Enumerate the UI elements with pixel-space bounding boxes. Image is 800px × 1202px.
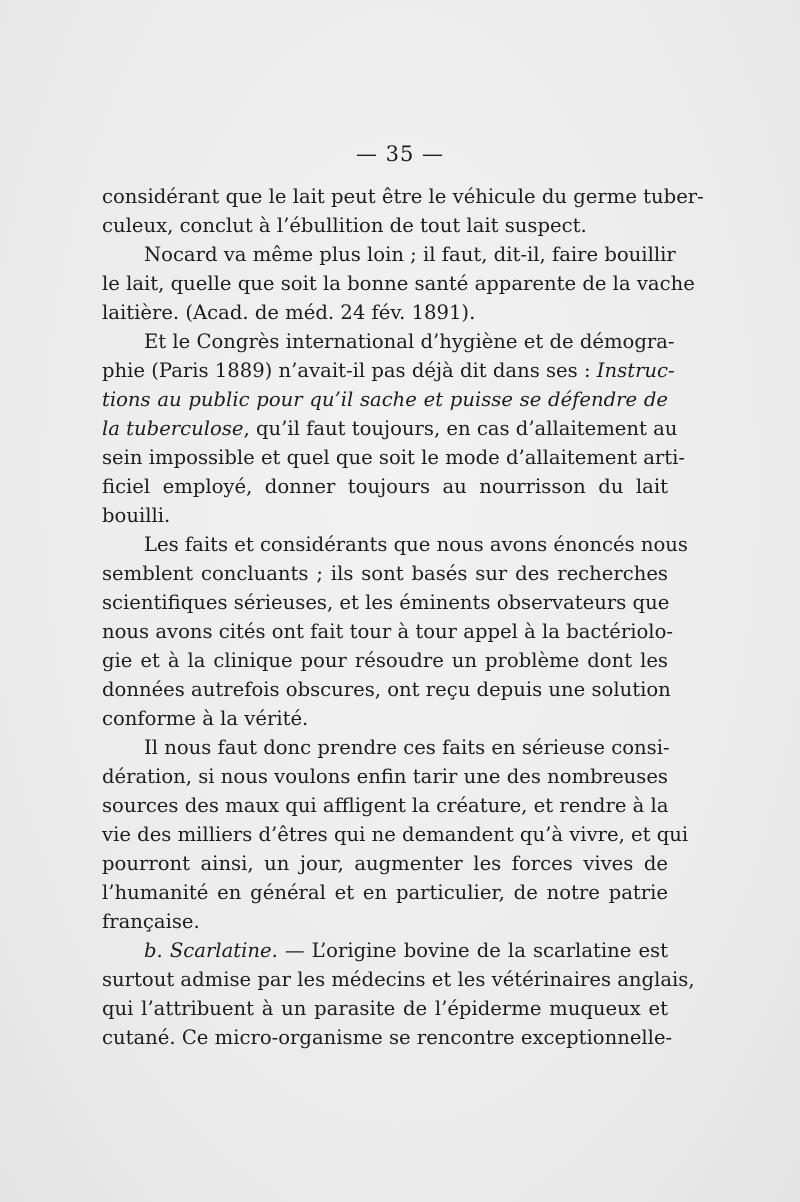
paragraph-3 [102,327,686,530]
text-line [102,356,675,385]
text-segment: , qu’il faut toujours, en cas d’allaitement au [243,417,678,440]
italic-title-segment: la tuberculose [102,417,244,440]
text-line [102,936,668,965]
text-line: scientifiques sérieuses, et les éminents observateurs que [102,591,670,614]
italic-title-segment: tions au public pour qu’il sache et puisse se défendre de [102,388,668,411]
text-line [102,385,668,414]
page-number: — 35 — [355,142,445,166]
text-line: pourront ainsi, un jour, augmenter les forces vives de [102,852,668,875]
italic-title-segment: Instruc- [596,359,675,382]
text-line: semblent concluants ; ils sont basés sur des recherches [102,562,668,585]
text-line: qui l’attribuent à un parasite de l’épiderme muqueux et [102,997,668,1020]
text-line: ficiel employé, donner toujours au nourrisson du lait [102,475,668,498]
text-segment: — L’origine bovine de la scarlatine est [277,939,668,962]
text-line: considérant que le lait peut être le véhicule du germe tuber- [102,185,704,208]
paragraph-5 [102,733,689,936]
text-line: le lait, quelle que soit la bonne santé apparente de la vache [102,272,695,295]
paragraph-6 [102,936,695,1052]
text-line: Les faits et considérants que nous avons énoncés nous [144,533,688,556]
text-line [102,414,678,443]
text-segment: phie (Paris 1889) n’avait-il pas déjà dit dans ses : [102,359,597,382]
text-line: culeux, conclut à l’ébullition de tout lait suspect. [102,214,587,237]
body-text [102,182,704,1052]
text-line: cutané. Ce micro-organisme se rencontre exceptionnelle- [102,1026,673,1049]
text-line: Nocard va même plus loin ; il faut, dit-il, faire bouillir [144,243,676,266]
text-line: dération, si nous voulons enfin tarir une des nombreuses [102,765,668,788]
paragraph-1 [102,182,704,240]
paragraph-2 [102,240,695,327]
text-line: Il nous faut donc prendre ces faits en sérieuse consi- [144,736,670,759]
text-line: surtout admise par les médecins et les vétérinaires anglais, [102,968,695,991]
text-line: gie et à la clinique pour résoudre un problème dont les [102,649,668,672]
text-line: laitière. (Acad. de méd. 24 fév. 1891). [102,301,476,324]
text-line: nous avons cités ont fait tour à tour appel à la bactériolo- [102,620,673,643]
text-line: vie des milliers d’êtres qui ne demandent qu’à vivre, et qui [102,823,689,846]
text-line: bouilli. [102,504,171,527]
text-line: conforme à la vérité. [102,707,309,730]
paragraph-4 [102,530,688,733]
text-line: sources des maux qui affligent la créature, et rendre à la [102,794,669,817]
text-line: Et le Congrès international d’hygiène et de démogra- [144,330,675,353]
text-line: l’humanité en général et en particulier, de notre patrie [102,881,668,904]
text-line: française. [102,910,200,933]
section-heading-italic: b. Scarlatine. [144,939,278,962]
text-line: sein impossible et quel que soit le mode d’allaitement arti- [102,446,686,469]
text-line: données autrefois obscures, ont reçu depuis une solution [102,678,671,701]
